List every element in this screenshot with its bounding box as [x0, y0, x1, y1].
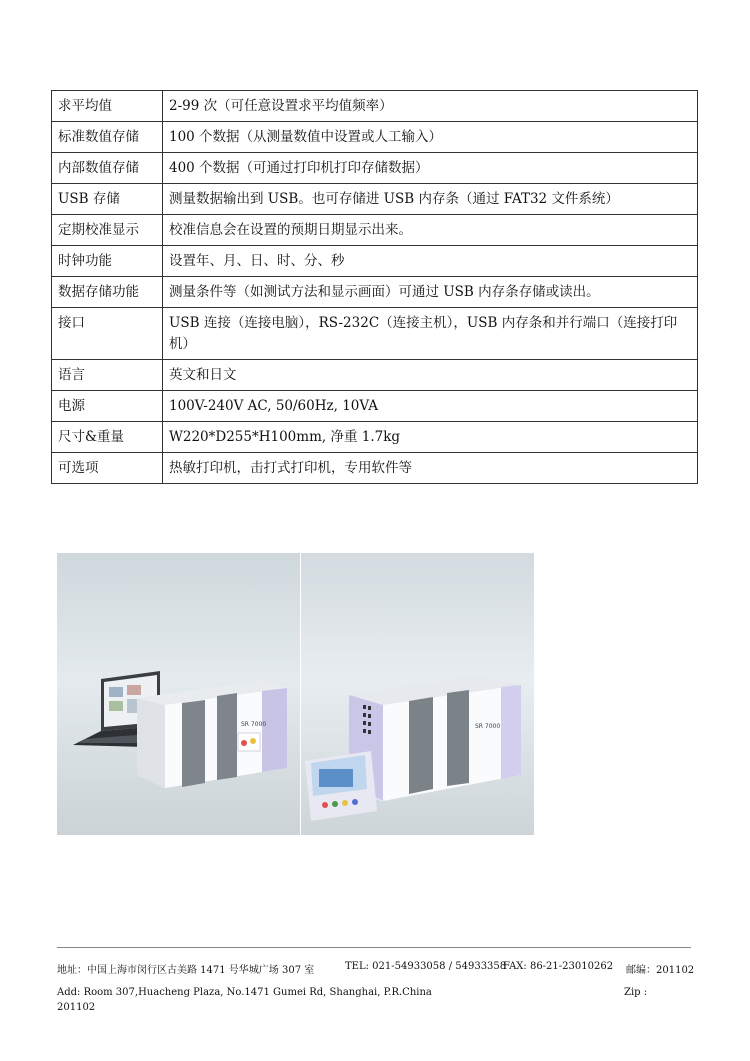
spec-value: W220*D255*H100mm, 净重 1.7kg: [163, 422, 698, 453]
spec-key: 内部数值存储: [52, 153, 163, 184]
spec-row: [52, 153, 698, 184]
spec-key: 时钟功能: [52, 246, 163, 277]
spec-key: 数据存储功能: [52, 277, 163, 308]
spec-row: [52, 277, 698, 308]
spec-table: [51, 90, 698, 484]
spec-value: 400 个数据（可通过打印机打印存储数据）: [163, 153, 698, 184]
spec-key: 标准数值存储: [52, 122, 163, 153]
product-illustration-2: [301, 553, 534, 835]
spec-row: [52, 91, 698, 122]
spec-row: [52, 308, 698, 360]
footer-divider: [57, 947, 691, 948]
footer-zip-cn: 邮编：201102: [626, 965, 695, 976]
spec-table-body: [52, 91, 698, 484]
footer-address-en: Add: Room 307,Huacheng Plaza, No.1471 Gumei Rd, Shanghai, P.R.China: [57, 987, 432, 998]
spec-key: 语言: [52, 360, 163, 391]
spec-value: USB 连接（连接电脑），RS-232C（连接主机），USB 内存条和并行端口（连接打印机）: [163, 308, 698, 360]
spec-key: 尺寸&重量: [52, 422, 163, 453]
product-photo-with-laptop: [57, 553, 300, 835]
spec-key: 可选项: [52, 453, 163, 484]
footer-zip-en-label: Zip :: [624, 987, 648, 998]
spec-row: [52, 122, 698, 153]
spec-key: 定期校准显示: [52, 215, 163, 246]
spec-row: [52, 422, 698, 453]
model-label-1: SR 7000: [241, 721, 267, 728]
footer-tel: TEL: 021-54933058 / 54933358: [345, 961, 507, 972]
spec-value: 2-99 次（可任意设置求平均值频率）: [163, 91, 698, 122]
spec-row: [52, 360, 698, 391]
spec-value: 100V-240V AC, 50/60Hz, 10VA: [163, 391, 698, 422]
footer-fax: FAX: 86-21-23010262: [503, 961, 614, 972]
product-photo-with-printer: [301, 553, 534, 835]
spec-value: 测量条件等（如测试方法和显示画面）可通过 USB 内存条存储或读出。: [163, 277, 698, 308]
product-illustration-1: [57, 553, 300, 835]
spec-row: [52, 246, 698, 277]
spec-key: 接口: [52, 308, 163, 360]
footer-zip-en-value: 201102: [57, 1002, 96, 1013]
spec-key: 电源: [52, 391, 163, 422]
spec-row: [52, 184, 698, 215]
spec-row: [52, 391, 698, 422]
spec-value: 热敏打印机，击打式打印机，专用软件等: [163, 453, 698, 484]
spec-row: [52, 215, 698, 246]
footer-address-cn: 地址：中国上海市闵行区古美路 1471 号华城广场 307 室: [57, 965, 315, 976]
spec-key: 求平均值: [52, 91, 163, 122]
spec-value: 100 个数据（从测量数值中设置或人工输入）: [163, 122, 698, 153]
spec-value: 英文和日文: [163, 360, 698, 391]
spec-key: USB 存储: [52, 184, 163, 215]
model-label-2: SR 7000: [475, 723, 501, 730]
spec-value: 校准信息会在设置的预期日期显示出来。: [163, 215, 698, 246]
spec-value: 设置年、月、日、时、分、秒: [163, 246, 698, 277]
spec-row: [52, 453, 698, 484]
spec-value: 测量数据输出到 USB。也可存储进 USB 内存条（通过 FAT32 文件系统）: [163, 184, 698, 215]
